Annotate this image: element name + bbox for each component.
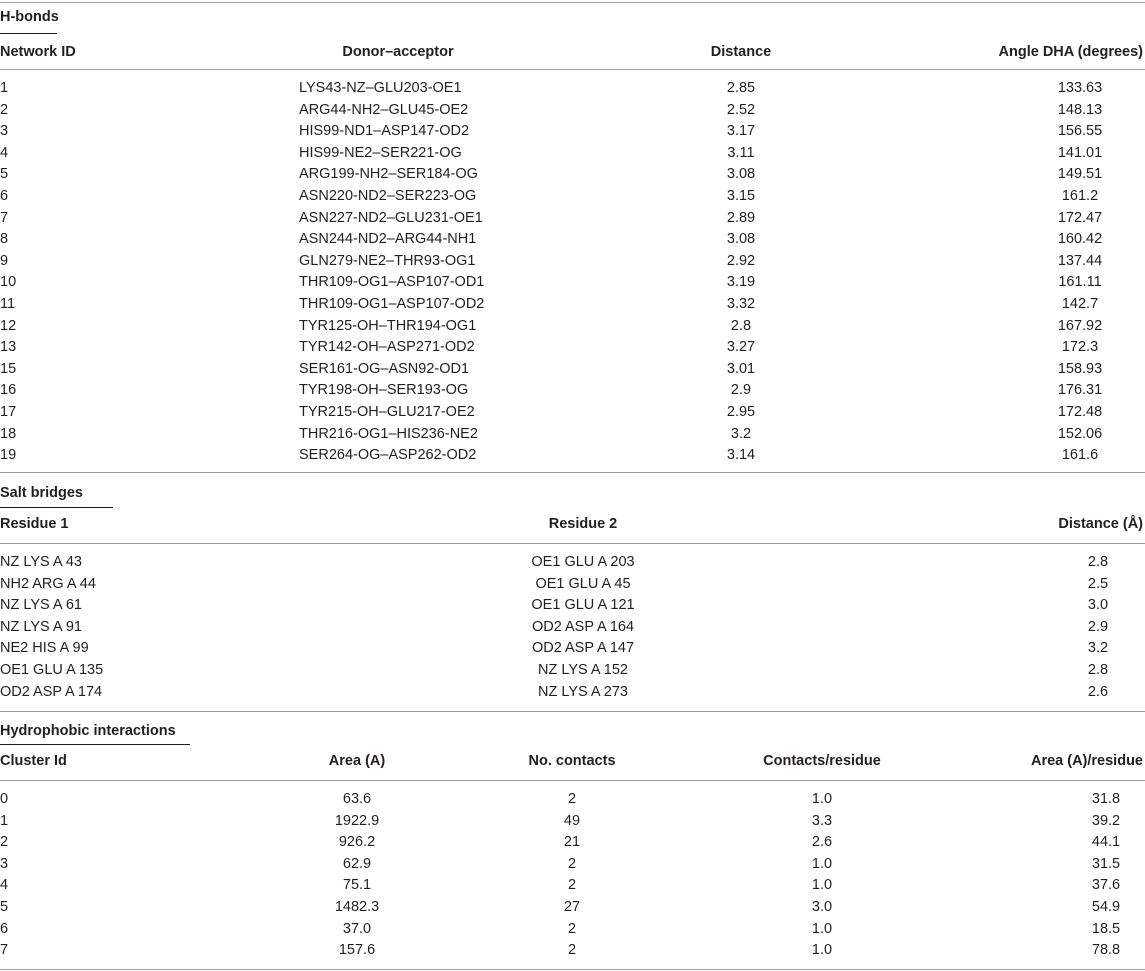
salt-cell-residue-2: OE1 GLU A 203 (531, 554, 635, 570)
hydro-cell-area-per-residue: 31.8 (1091, 791, 1121, 807)
salt-table-row (0, 661, 1145, 683)
hbonds-cell-donor-acceptor: THR109-OG1–ASP107-OD2 (299, 296, 485, 312)
hbonds-cell-distance: 2.8 (730, 317, 752, 334)
hbonds-cell-network-id: 15 (0, 360, 17, 377)
salt-cell-residue-1: OE1 GLU A 135 (0, 662, 104, 678)
hydrophobic-title-underline (0, 744, 190, 745)
hydro-table-row (0, 790, 1145, 812)
salt-bridges-section-title: Salt bridges (0, 485, 83, 501)
hbonds-cell-distance: 2.9 (730, 382, 752, 399)
hbonds-cell-network-id: 2 (0, 101, 9, 118)
hydro-cell-area: 1922.9 (334, 812, 380, 829)
salt-cell-residue-2: OD2 ASP A 164 (531, 618, 635, 635)
hbonds-header-donor-acceptor: Donor–acceptor (342, 44, 454, 60)
hbonds-cell-donor-acceptor: TYR125-OH–THR194-OG1 (299, 317, 477, 334)
hydro-table-row (0, 898, 1145, 920)
hbonds-cell-donor-acceptor: TYR142-OH–ASP271-OD2 (299, 339, 475, 356)
hydro-cell-cluster-id: 7 (0, 942, 9, 959)
hbonds-header-network-id: Network ID (0, 44, 76, 60)
hydro-table-row (0, 855, 1145, 877)
hbonds-table-row (0, 381, 1145, 403)
salt-cell-residue-2: NZ LYS A 152 (537, 662, 629, 678)
hbonds-table-row (0, 338, 1145, 360)
hbonds-cell-distance: 3.27 (726, 339, 756, 356)
hbonds-cell-angle: 172.3 (1061, 339, 1099, 356)
hbonds-table-row (0, 79, 1145, 101)
hydro-cell-area: 926.2 (338, 834, 376, 851)
hbonds-cell-donor-acceptor: ARG44-NH2–GLU45-OE2 (299, 101, 469, 118)
salt-cell-residue-2: OD2 ASP A 147 (531, 640, 635, 657)
hbonds-cell-network-id: 6 (0, 188, 9, 204)
hbonds-cell-angle: 161.11 (1058, 274, 1102, 291)
salt-table-row (0, 575, 1145, 597)
hydro-cell-area: 1482.3 (334, 899, 380, 915)
hydro-cell-cluster-id: 4 (0, 877, 9, 894)
salt-cell-residue-2: OE1 GLU A 121 (531, 597, 635, 614)
hydro-header-area-per-residue: Area (A)/residue (1030, 753, 1143, 769)
hydro-cell-contacts: 49 (563, 812, 581, 829)
hbonds-table-row (0, 101, 1145, 123)
salt-table-row (0, 553, 1145, 575)
hbonds-table-row (0, 273, 1145, 295)
salt-cell-residue-1: NH2 ARG A 44 (0, 575, 96, 592)
hbonds-table-row (0, 425, 1145, 447)
hbonds-table-row (0, 209, 1145, 231)
hbonds-cell-donor-acceptor: HIS99-NE2–SER221-OG (299, 144, 462, 161)
hbonds-cell-network-id: 13 (0, 339, 17, 356)
hbonds-cell-angle: 176.31 (1057, 382, 1103, 399)
hydro-table-row (0, 920, 1145, 942)
top-rule (0, 2, 1145, 3)
hydro-cell-contacts-per-residue: 3.3 (811, 812, 833, 829)
hydrophobic-section-title: Hydrophobic interactions (0, 723, 176, 739)
hydro-cell-contacts-per-residue: 1.0 (811, 920, 833, 937)
salt-cell-distance: 2.9 (1087, 618, 1109, 635)
hbonds-table-row (0, 187, 1145, 209)
hbonds-cell-distance: 3.32 (726, 296, 756, 312)
hbonds-cell-angle: 158.93 (1057, 360, 1103, 377)
hbonds-cell-network-id: 11 (0, 296, 16, 312)
salt-table-row (0, 683, 1145, 705)
hydro-cell-contacts: 2 (567, 855, 577, 872)
hbonds-section-title: H-bonds (0, 9, 59, 25)
hbonds-cell-angle: 141.01 (1057, 144, 1103, 161)
salt-cell-distance: 3.2 (1087, 640, 1109, 657)
hbonds-cell-distance: 2.92 (726, 252, 756, 269)
hydro-table-row (0, 876, 1145, 898)
hydro-cell-cluster-id: 1 (0, 812, 9, 829)
salt-header-distance: Distance (Å) (1058, 516, 1143, 532)
hydro-table-row (0, 941, 1145, 963)
hbonds-cell-network-id: 3 (0, 123, 9, 140)
hbonds-cell-network-id: 5 (0, 166, 9, 183)
hbonds-cell-angle: 133.63 (1057, 80, 1103, 96)
hydro-cell-area-per-residue: 37.6 (1091, 877, 1121, 894)
hbonds-cell-angle: 152.06 (1057, 425, 1103, 442)
hbonds-cell-angle: 149.51 (1057, 166, 1103, 183)
hbonds-cell-distance: 3.14 (726, 447, 756, 464)
hbonds-bottom-rule (0, 472, 1145, 473)
hydro-cell-area-per-residue: 18.5 (1091, 920, 1121, 937)
hydro-cell-cluster-id: 3 (0, 855, 9, 872)
hbonds-cell-distance: 3.01 (726, 360, 756, 377)
hydro-header-rule (0, 780, 1145, 781)
hydro-cell-contacts: 2 (567, 791, 577, 807)
hydro-cell-contacts: 21 (563, 834, 581, 851)
hbonds-cell-donor-acceptor: THR216-OG1–HIS236-NE2 (299, 425, 478, 442)
hydro-header-cluster-id: Cluster Id (0, 753, 67, 769)
hydro-cell-contacts-per-residue: 1.0 (811, 877, 833, 894)
hbonds-cell-network-id: 9 (0, 252, 9, 269)
hbonds-cell-distance: 2.89 (726, 209, 756, 226)
hbonds-table-row (0, 165, 1145, 187)
hydro-cell-contacts-per-residue: 1.0 (811, 942, 833, 959)
hbonds-title-underline (0, 33, 57, 34)
hydro-cell-cluster-id: 5 (0, 899, 9, 915)
hbonds-cell-network-id: 7 (0, 209, 9, 226)
salt-cell-residue-1: NE2 HIS A 99 (0, 640, 89, 657)
salt-cell-residue-2: OE1 GLU A 45 (535, 575, 631, 592)
salt-header-residue-2: Residue 2 (548, 516, 618, 532)
hydro-cell-cluster-id: 2 (0, 834, 9, 851)
hbonds-cell-donor-acceptor: TYR215-OH–GLU217-OE2 (299, 404, 475, 420)
hbonds-cell-donor-acceptor: SER161-OG–ASN92-OD1 (299, 360, 470, 377)
hydro-cell-area-per-residue: 39.2 (1091, 812, 1121, 829)
hbonds-cell-angle: 161.6 (1061, 447, 1099, 464)
hbonds-table-row (0, 122, 1145, 144)
hbonds-header-distance: Distance (710, 44, 772, 60)
salt-cell-residue-1: NZ LYS A 61 (0, 597, 82, 614)
hbonds-cell-donor-acceptor: HIS99-ND1–ASP147-OD2 (299, 123, 470, 140)
hydro-header-contacts: No. contacts (528, 753, 616, 769)
hbonds-cell-donor-acceptor: THR109-OG1–ASP107-OD1 (299, 274, 485, 291)
hydro-table-row (0, 833, 1145, 855)
hbonds-table-row (0, 144, 1145, 166)
hbonds-cell-distance: 2.52 (726, 101, 756, 118)
hbonds-cell-donor-acceptor: ASN220-ND2–SER223-OG (299, 188, 477, 204)
hydro-cell-contacts: 27 (563, 899, 581, 915)
hbonds-cell-network-id: 16 (0, 382, 17, 399)
hbonds-table-row (0, 252, 1145, 274)
hbonds-cell-angle: 160.42 (1057, 231, 1103, 248)
hbonds-cell-distance: 3.2 (730, 425, 752, 442)
hbonds-cell-network-id: 18 (0, 425, 17, 442)
hydro-header-contacts-per-residue: Contacts/residue (763, 753, 881, 769)
hbonds-cell-angle: 172.47 (1057, 209, 1103, 226)
hydro-cell-contacts: 2 (567, 920, 577, 937)
salt-bridges-title-underline (0, 507, 113, 508)
salt-cell-residue-1: OD2 ASP A 174 (0, 683, 103, 700)
salt-table-row (0, 639, 1145, 661)
hydro-cell-area: 75.1 (342, 877, 372, 894)
hbonds-cell-distance: 3.08 (726, 231, 756, 248)
hbonds-table-row (0, 317, 1145, 339)
salt-table-row (0, 596, 1145, 618)
hbonds-header-rule (0, 69, 1145, 70)
hbonds-table-row (0, 360, 1145, 382)
hydro-cell-contacts-per-residue: 2.6 (811, 834, 833, 851)
hbonds-cell-donor-acceptor: ARG199-NH2–SER184-OG (299, 166, 478, 183)
salt-cell-distance: 3.0 (1087, 597, 1109, 614)
hydro-header-area: Area (A) (328, 753, 386, 769)
hbonds-cell-network-id: 4 (0, 144, 9, 161)
hbonds-cell-donor-acceptor: SER264-OG–ASP262-OD2 (299, 447, 477, 464)
salt-cell-residue-2: NZ LYS A 273 (537, 683, 629, 700)
hydro-cell-contacts-per-residue: 3.0 (811, 899, 833, 915)
hbonds-table-row (0, 230, 1145, 252)
salt-header-rule (0, 543, 1145, 544)
hydro-cell-contacts: 2 (567, 877, 577, 894)
hbonds-cell-donor-acceptor: ASN227-ND2–GLU231-OE1 (299, 209, 483, 226)
hbonds-table-row (0, 446, 1145, 468)
salt-bottom-rule (0, 711, 1145, 712)
hbonds-cell-angle: 167.92 (1057, 317, 1103, 334)
hbonds-cell-distance: 3.19 (726, 274, 756, 291)
hydro-bottom-rule (0, 969, 1145, 970)
hbonds-cell-donor-acceptor: ASN244-ND2–ARG44-NH1 (299, 231, 477, 248)
hbonds-cell-angle: 137.44 (1057, 252, 1103, 269)
hbonds-cell-angle: 161.2 (1061, 188, 1099, 204)
salt-cell-distance: 2.5 (1087, 575, 1109, 592)
hydro-cell-contacts: 2 (567, 942, 577, 959)
salt-cell-residue-1: NZ LYS A 43 (0, 554, 82, 570)
hbonds-cell-network-id: 8 (0, 231, 9, 248)
hydro-cell-area-per-residue: 78.8 (1091, 942, 1121, 959)
hydro-cell-area-per-residue: 54.9 (1091, 899, 1121, 915)
hydro-cell-contacts-per-residue: 1.0 (811, 791, 833, 807)
hbonds-cell-angle: 156.55 (1057, 123, 1103, 140)
hbonds-cell-distance: 3.11 (727, 144, 755, 161)
hbonds-table-row (0, 403, 1145, 425)
hbonds-cell-distance: 2.95 (726, 404, 756, 420)
hbonds-cell-network-id: 10 (0, 274, 17, 291)
hydro-cell-area: 37.0 (342, 920, 372, 937)
salt-cell-distance: 2.6 (1087, 683, 1109, 700)
salt-table-row (0, 618, 1145, 640)
salt-cell-distance: 2.8 (1087, 554, 1109, 570)
hbonds-cell-network-id: 19 (0, 447, 17, 464)
hbonds-cell-angle: 172.48 (1057, 404, 1103, 420)
hbonds-cell-angle: 142.7 (1061, 296, 1099, 312)
hbonds-cell-donor-acceptor: LYS43-NZ–GLU203-OE1 (299, 80, 462, 96)
hbonds-cell-donor-acceptor: TYR198-OH–SER193-OG (299, 382, 469, 399)
hydro-cell-contacts-per-residue: 1.0 (811, 855, 833, 872)
hbonds-cell-network-id: 17 (0, 404, 17, 420)
hydro-cell-area-per-residue: 31.5 (1091, 855, 1121, 872)
hbonds-table-row (0, 295, 1145, 317)
hbonds-cell-donor-acceptor: GLN279-NE2–THR93-OG1 (299, 252, 476, 269)
hydro-cell-cluster-id: 0 (0, 791, 9, 807)
hydro-cell-area: 157.6 (338, 942, 376, 959)
hbonds-cell-distance: 3.15 (726, 188, 756, 204)
hbonds-cell-angle: 148.13 (1057, 101, 1103, 118)
hbonds-header-angle: Angle DHA (degrees) (998, 44, 1143, 60)
hbonds-cell-network-id: 12 (0, 317, 17, 334)
salt-cell-distance: 2.8 (1087, 662, 1109, 678)
hydro-cell-area: 63.6 (342, 791, 372, 807)
salt-header-residue-1: Residue 1 (0, 516, 69, 532)
hydro-cell-cluster-id: 6 (0, 920, 9, 937)
hydro-cell-area-per-residue: 44.1 (1091, 834, 1121, 851)
salt-cell-residue-1: NZ LYS A 91 (0, 618, 82, 635)
hbonds-cell-distance: 3.08 (726, 166, 756, 183)
hydro-cell-area: 62.9 (342, 855, 372, 872)
hydro-table-row (0, 812, 1145, 834)
hbonds-cell-network-id: 1 (0, 80, 9, 96)
hbonds-cell-distance: 3.17 (726, 123, 756, 140)
hbonds-cell-distance: 2.85 (726, 80, 756, 96)
